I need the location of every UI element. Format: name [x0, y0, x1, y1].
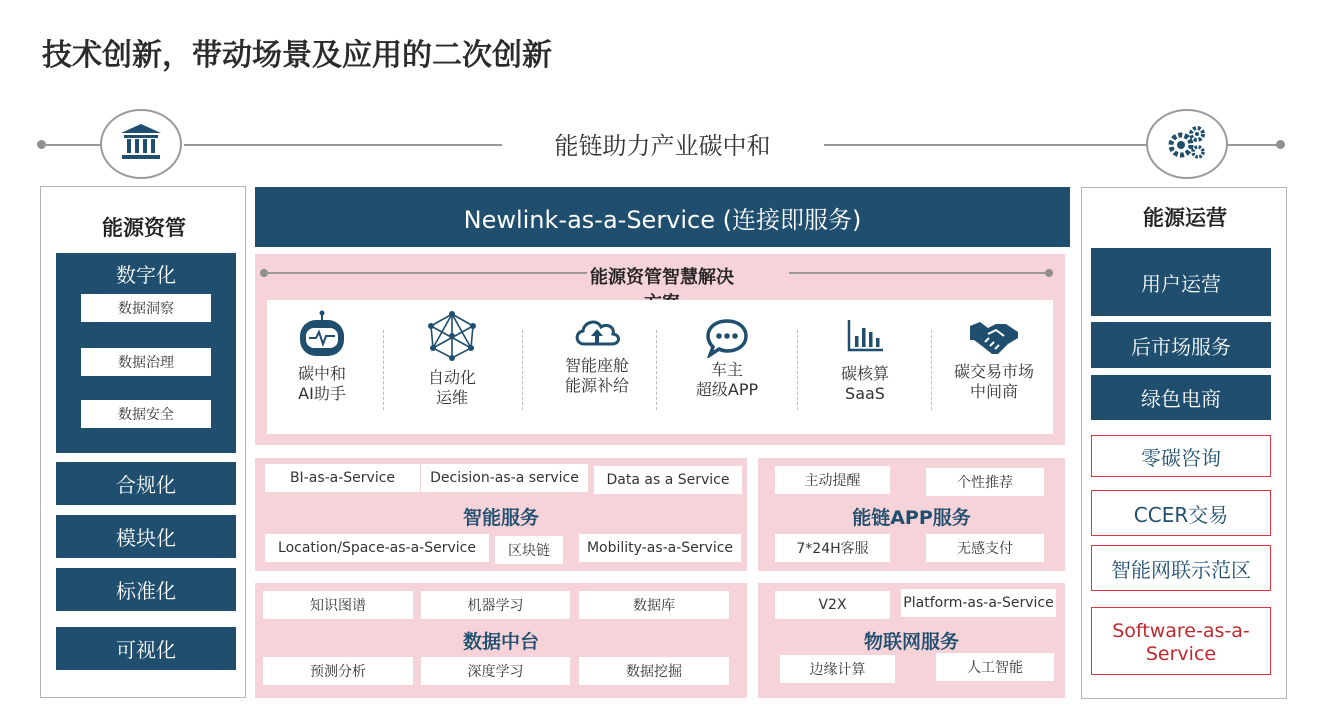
- service-tag: V2X: [775, 591, 890, 619]
- left-panel-title: 能源资管: [102, 216, 186, 240]
- solution-item-label-1: 碳中和: [297, 364, 346, 383]
- software-as-a-service-box: [1091, 607, 1271, 675]
- left-block: 可视化: [56, 627, 236, 670]
- service-tag: 数据挖掘: [579, 657, 729, 685]
- separator: [797, 330, 798, 410]
- smart-services-box: [255, 458, 747, 571]
- solution-item-label-2: 中间商: [969, 382, 1018, 401]
- digital-item: 数据治理: [81, 348, 211, 376]
- gears-icon-circle: [1146, 109, 1228, 179]
- divider-left-outer: [42, 144, 102, 146]
- divider-left-inner: [184, 144, 502, 146]
- left-block: 模块化: [56, 515, 236, 558]
- solution-items: [267, 300, 1053, 434]
- robot-icon: [277, 310, 367, 364]
- solution-line-right: [789, 272, 1049, 274]
- service-tag: Location/Space-as-a-Service: [265, 534, 489, 562]
- solution-item: [939, 318, 1049, 402]
- solution-item: [277, 310, 367, 404]
- service-tag: 数据库: [579, 591, 729, 619]
- solution-title: 能源资管智慧解决: [590, 267, 734, 288]
- operation-block: 绿色电商: [1091, 375, 1271, 420]
- separator: [931, 330, 932, 410]
- page-title: 技术创新，带动场景及应用的二次创新: [42, 38, 552, 73]
- solution-line-left: [265, 272, 587, 274]
- solution-item: [815, 318, 915, 404]
- service-tag: 7*24H客服: [775, 534, 890, 562]
- left-block: 合规化: [56, 462, 236, 505]
- right-panel-title: 能源运营: [1143, 206, 1227, 230]
- service-tag: BI-as-a-Service: [265, 464, 420, 492]
- solution-item-label-2: 能源补给: [564, 376, 629, 395]
- bank-icon: [118, 122, 164, 166]
- service-tag: 区块链: [495, 536, 563, 564]
- separator: [383, 330, 384, 410]
- operation-block: 后市场服务: [1091, 322, 1271, 368]
- solution-item: [677, 318, 777, 400]
- network-icon: [407, 310, 497, 368]
- solution-item-label-1: 碳交易市场: [953, 362, 1034, 381]
- right-panel: [1081, 187, 1287, 699]
- divider-right-outer: [1228, 144, 1280, 146]
- service-banner: Newlink-as-a-Service (连接即服务): [255, 187, 1070, 247]
- solution-item-label-2: SaaS: [845, 384, 885, 403]
- service-tag: Mobility-as-a-Service: [579, 534, 741, 562]
- service-tag: 知识图谱: [263, 591, 413, 619]
- chat-bubble-icon: [677, 318, 777, 360]
- separator: [656, 330, 657, 410]
- solution-line-dot-right: [1045, 269, 1053, 277]
- solution-item-label-1: 车主: [710, 360, 743, 379]
- separator: [522, 330, 523, 410]
- cloud-upload-icon: [547, 316, 647, 356]
- service-tag: 边缘计算: [780, 655, 895, 683]
- diagram-subtitle: 能链助力产业碳中和: [554, 132, 771, 160]
- solution-item: [547, 316, 647, 396]
- service-tag: 个性推荐: [926, 468, 1044, 496]
- line-end-dot-right: [1276, 140, 1285, 149]
- service-tag: 无感支付: [926, 534, 1044, 562]
- solution-item: [407, 310, 497, 408]
- app-services-box: [758, 458, 1065, 571]
- service-tag: Data as a Service: [594, 466, 742, 494]
- solution-item-label-2: AI助手: [298, 384, 346, 403]
- digital-item: 数据安全: [81, 400, 211, 428]
- service-tag: Platform-as-a-Service: [901, 589, 1056, 617]
- digital-item: 数据洞察: [81, 294, 211, 322]
- handshake-icon: [939, 318, 1049, 362]
- iot-services-box: [758, 583, 1065, 698]
- smart-services-title: 智能服务: [462, 507, 539, 529]
- solution-item-label-1: 智能座舱: [564, 356, 629, 375]
- service-tag: 机器学习: [421, 591, 570, 619]
- solution-item-label-2: 运维: [435, 388, 468, 407]
- software-box-line-1: Software-as-a-: [1112, 620, 1250, 642]
- data-platform-box: [255, 583, 747, 698]
- digital-group-title: 数字化: [116, 263, 176, 287]
- data-platform-title: 数据中台: [462, 631, 539, 653]
- left-panel: [40, 186, 246, 698]
- divider-right-inner: [824, 144, 1146, 146]
- gears-icon: [1164, 122, 1210, 166]
- service-tag: 深度学习: [421, 657, 570, 685]
- operation-outline-block: CCER交易: [1091, 490, 1271, 536]
- bar-chart-icon: [815, 318, 915, 364]
- solution-box: [255, 254, 1065, 445]
- app-services-title: 能链APP服务: [852, 507, 971, 529]
- operation-outline-block: 零碳咨询: [1091, 435, 1271, 477]
- solution-item-label-2: 超级APP: [695, 380, 759, 399]
- service-tag: 预测分析: [263, 657, 413, 685]
- software-box-line-2: Service: [1145, 643, 1217, 665]
- digital-group: [56, 253, 236, 453]
- service-tag: 主动提醒: [775, 466, 890, 494]
- service-tag: Decision-as-a service: [421, 464, 588, 492]
- service-tag: 人工智能: [936, 653, 1054, 681]
- operation-outline-block: 智能网联示范区: [1091, 545, 1271, 591]
- iot-services-title: 物联网服务: [863, 631, 959, 653]
- solution-item-label-1: 碳核算: [840, 364, 889, 383]
- left-block: 标准化: [56, 568, 236, 611]
- solution-item-label-1: 自动化: [427, 368, 476, 387]
- bank-icon-circle: [100, 109, 182, 179]
- operation-block: 用户运营: [1091, 248, 1271, 316]
